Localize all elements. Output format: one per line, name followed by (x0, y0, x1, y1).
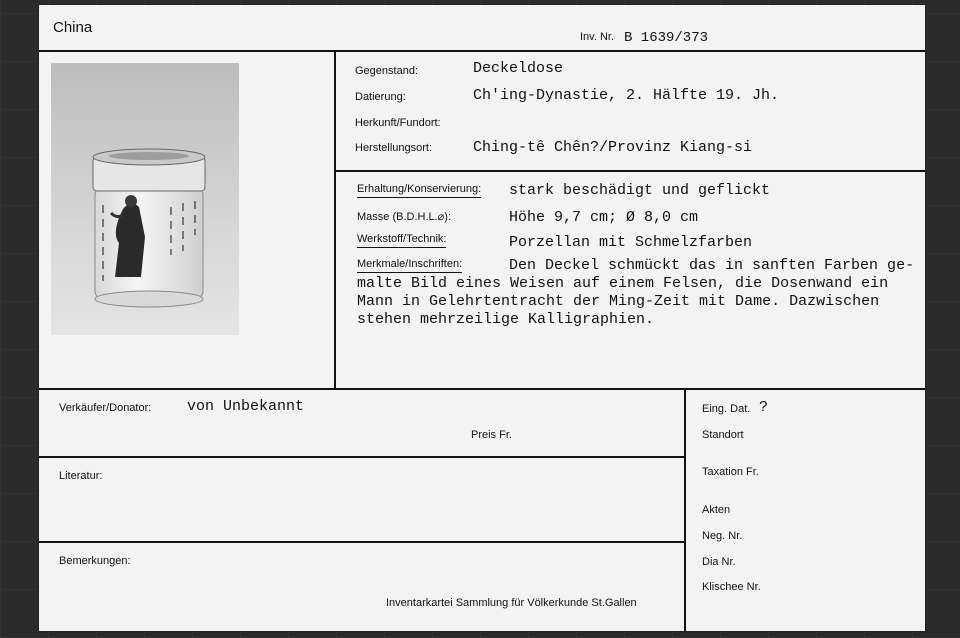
merkmale-line: malte Bild eines Weisen auf einem Felsen, die Dosenwand ein (357, 275, 889, 292)
divider (39, 456, 686, 458)
merkmale-line: Den Deckel schmückt das in sanften Farben ge- (509, 257, 915, 274)
dia-nr-label: Dia Nr. (702, 556, 736, 568)
werkstoff-value: Porzellan mit Schmelzfarben (509, 234, 753, 251)
divider (334, 50, 336, 389)
erhaltung-label: Erhaltung/Konservierung: (357, 183, 481, 198)
datierung-label: Datierung: (355, 91, 406, 103)
inv-nr-value: B 1639/373 (624, 30, 709, 46)
divider (334, 170, 925, 172)
gegenstand-value: Deckeldose (473, 60, 564, 77)
verkaeufer-label: Verkäufer/Donator: (59, 402, 152, 414)
masse-label: Masse (B.D.H.L.⌀): (357, 211, 452, 223)
lidded-box-image (51, 63, 239, 335)
country-label: China (53, 19, 93, 36)
masse-value: Höhe 9,7 cm; Ø 8,0 cm (509, 209, 699, 226)
merkmale-text (357, 257, 915, 329)
standort-label: Standort (702, 429, 744, 441)
gegenstand-label: Gegenstand: (355, 65, 418, 77)
eing-dat-value: ? (759, 399, 769, 416)
herstellungsort-value: Ching-tê Chên?/Provinz Kiang-si (473, 139, 753, 156)
taxation-label: Taxation Fr. (702, 466, 759, 478)
merkmale-label: Merkmale/Inschriften: (357, 258, 462, 273)
preis-label: Preis Fr. (471, 429, 512, 441)
erhaltung-value: stark beschädigt und geflickt (509, 182, 771, 199)
neg-nr-label: Neg. Nr. (702, 530, 743, 542)
herkunft-label: Herkunft/Fundort: (355, 117, 441, 129)
divider (39, 388, 925, 390)
werkstoff-label: Werkstoff/Technik: (357, 233, 446, 248)
merkmale-line: Mann in Gelehrtentracht der Ming-Zeit mit Dame. Dazwischen (357, 293, 880, 310)
object-photo (51, 63, 239, 335)
divider (684, 388, 686, 631)
inventory-card (38, 4, 926, 632)
footer-text: Inventarkartei Sammlung für Völkerkunde St.Gallen (386, 597, 637, 609)
herstellungsort-label: Herstellungsort: (355, 142, 433, 154)
bemerkungen-label: Bemerkungen: (59, 555, 131, 567)
merkmale-line: stehen mehrzeilige Kalligraphien. (357, 311, 655, 328)
inv-nr-label: Inv. Nr. (580, 31, 615, 43)
literatur-label: Literatur: (59, 470, 103, 482)
divider (39, 541, 686, 543)
datierung-value: Ch'ing-Dynastie, 2. Hälfte 19. Jh. (473, 87, 780, 104)
eing-dat-label: Eing. Dat. (702, 403, 751, 415)
divider (39, 50, 925, 52)
verkaeufer-value: von Unbekannt (187, 398, 305, 415)
klischee-nr-label: Klischee Nr. (702, 581, 761, 593)
akten-label: Akten (702, 504, 731, 516)
